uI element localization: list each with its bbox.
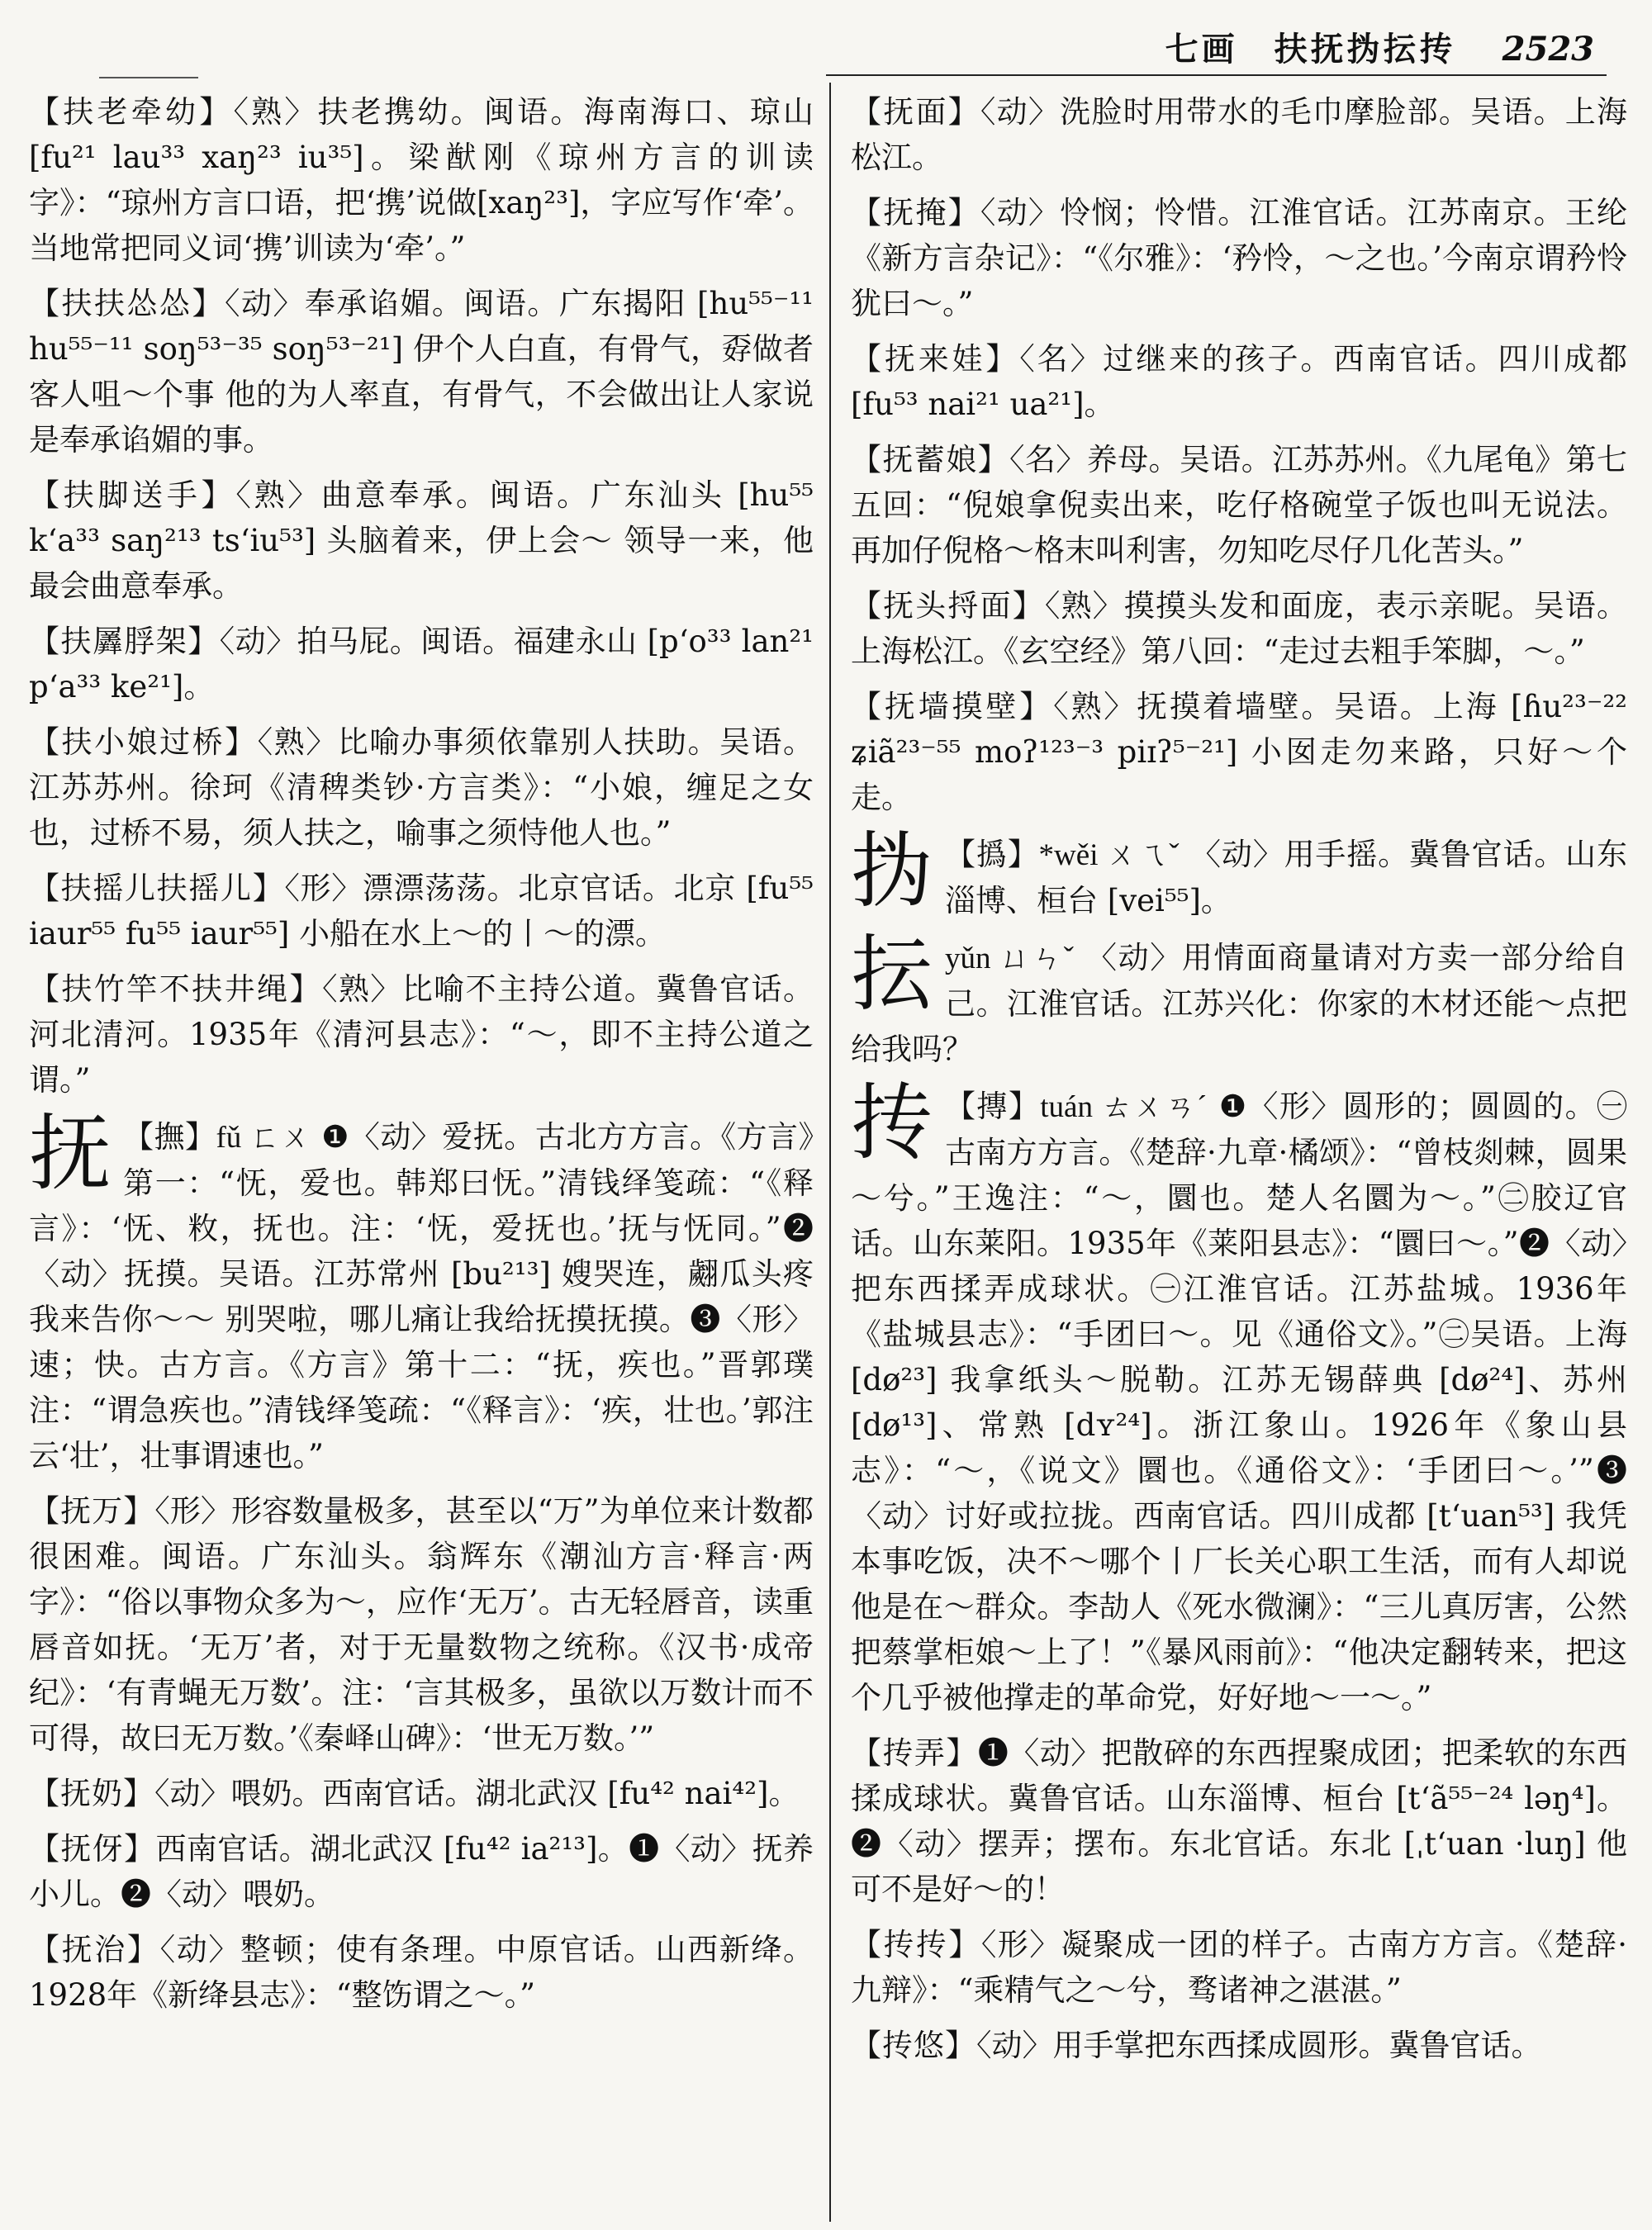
headword-character: 抎 [851,926,933,1022]
entry-definition: 〈名〉过继来的孩子。西南官话。四川成都 [fu⁵³ nai²¹ ua²¹]。 [851,341,1628,422]
entry-definition: 〈形〉形容数量极多，甚至以“万”为单位来计数都很困难。闽语。广东汕头。翁辉东《潮汕方言·释言·两字》：“俗以事物众多为～，应作‘无万’。古无轻唇音，读重唇音如抚。‘无万’者，对于无量数物之统称。《汉书·成帝纪》：‘有青蝇无万数’。注：‘言其极多，虽欲以万数计而不可得，故曰无万数。’《秦峄山碑》：‘世无万数。’” [29,1493,814,1756]
entry-definition: 〈动〉用手摇。冀鲁官话。山东淄博、桓台 [vei⁵⁵]。 [945,837,1628,918]
dictionary-entry [851,336,1627,427]
entry-definition: 西南官话。湖北武汉 [fu⁴² ia²¹³]。❶〈动〉抚养小儿。❷〈动〉喂奶。 [29,1831,814,1912]
entry-definition: 〈熟〉摸摸头发和面庞，表示亲昵。吴语。上海松江。《玄空经》第八回：“走过去粗手笨脚，～。” [851,588,1627,669]
entry-headword: 【扶羼脬架】 [29,624,220,659]
entry-definition: 〈动〉喂奶。西南官话。湖北武汉 [fu⁴² nai⁴²]。 [154,1776,800,1811]
dictionary-entry [29,281,814,463]
character-entry [29,1105,814,1478]
entry-headword: 【抟弄】 [851,1735,978,1771]
left-column [29,89,814,2028]
entry-headword: 【扶小娘过桥】 [29,724,258,760]
dictionary-entry [29,619,814,709]
dictionary-entry [851,190,1627,326]
pinyin-reading: yǔn ㄩㄣˇ [945,942,1075,975]
entry-headword: 【扶老牵幼】 [29,94,234,130]
entry-definition: 〈熟〉扶老携幼。闽语。海南海口、琼山 [fu²¹ lau³³ xaŋ²³ iu³⁵]。梁猷刚《琼州方言的训读字》：“琼州方言口语，把‘携’说做[xaŋ²³]，字应写作‘牵’。当地常把同义词‘携’训读为‘牵’。” [29,94,814,266]
entry-definition: 〈形〉漂漂荡荡。北京官话。北京 [fu⁵⁵ iaur⁵⁵ fu⁵⁵ iaur⁵⁵] 小船在水上～的丨～的漂。 [29,871,814,951]
entry-definition: 〈熟〉比喻办事须依靠别人扶助。吴语。江苏苏州。徐珂《清稗类钞·方言类》：“小娘，缠足之女也，过桥不易，须人扶之，喻事之须恃他人也。” [29,724,814,851]
entry-headword: 【抚奶】 [29,1776,154,1811]
dictionary-entry [851,89,1627,180]
header-characters: 七画 扶抚㧑抎抟 [1165,30,1456,69]
dictionary-entry [29,472,814,609]
entry-definition: 〈动〉怜悯；怜惜。江淮官话。江苏南京。王纶《新方言杂记》：“《尔雅》：‘矜怜，～之也。’今南京谓矜怜犹曰～。” [851,195,1628,321]
entry-definition: 〈动〉奉承谄媚。闽语。广东揭阳 [hu⁵⁵⁻¹¹ hu⁵⁵⁻¹¹ soŋ⁵³⁻³⁵ soŋ⁵³⁻²¹] 伊个人白直，有骨气，孬做者客人咀～个事 他的为人率直，有骨气，不会做出让人家说是奉承谄媚的事。 [29,286,814,458]
column-divider [829,83,831,2222]
dictionary-entry [851,1922,1627,2013]
traditional-form: 【撫】 [123,1119,216,1155]
entry-definition: 〈动〉拍马屁。闽语。福建永山 [p‘o³³ lan²¹ p‘a³³ ke²¹]。 [29,624,814,705]
entry-definition: 〈动〉用手掌把东西揉成圆形。冀鲁官话。 [976,2028,1542,2063]
entry-definition: ❶〈形〉圆形的；圆圆的。㊀古南方方言。《楚辞·九章·橘颂》：“曾枝剡棘，圆果～兮。”王逸注：“～，圜也。楚人名圜为～。”㊁胶辽官话。山东莱阳。1935年《莱阳县志》：“圜曰～。”❷〈动〉把东西揉弄成球状。㊀江淮官话。江苏盐城。1936年《盐城县志》：“手团曰～。见《通俗文》。”㊁吴语。上海 [dø²³] 我拿纸头～脱勒。江苏无锡薛典 [dø²⁴]、苏州 [dø¹³]、常熟 [dʏ²⁴]。浙江象山。1926年《象山县志》：“～，《说文》圜也。《通俗文》：‘手团曰～。’”❸〈动〉讨好或拉拢。西南官话。四川成都 [t‘uan⁵³] 我凭本事吃饭，决不～哪个丨厂长关心职工生活，而有人却说他是在～群众。李劼人《死水微澜》：“三儿真厉害，公然把蔡掌柜娘～上了！”《暴风雨前》：“他决定翻转来，把这个几乎被他撑走的革命党，好好地～一～。” [851,1089,1628,1715]
dictionary-entry [29,89,814,271]
running-header [1165,23,1594,70]
entry-headword: 【抚治】 [29,1932,160,1967]
entry-definition: 〈形〉凝聚成一团的样子。古南方方言。《楚辞·九辩》：“乘精气之～兮，骛诸神之湛湛。” [851,1927,1628,2008]
dictionary-entry [29,1826,814,1917]
entry-headword: 【抚头捋面】 [851,588,1045,624]
header-rule [826,74,1607,76]
entry-definition: 〈动〉用情面商量请对方卖一部分给自己。江淮官话。江苏兴化：你家的木材还能～点把给我吗？ [851,940,1627,1067]
traditional-form: 【撝】 [945,837,1039,872]
entry-headword: 【抚伢】 [29,1831,156,1867]
entry-definition: 〈熟〉曲意奉承。闽语。广东汕头 [hu⁵⁵ k‘a³³ saŋ²¹³ ts‘iu⁵³] 头脑着来，伊上会～ 领导一来，他最会曲意奉承。 [29,477,814,604]
entry-headword: 【扶竹竿不扶井绳】 [29,971,322,1007]
entry-definition: ❶〈动〉把散碎的东西捏聚成团；把柔软的东西揉成球状。冀鲁官话。山东淄博、桓台 [t‘ã⁵⁵⁻²⁴ ləŋ⁴]。❷〈动〉摆弄；摆布。东北官话。东北 [ˌt‘uan ·luŋ] 他可不是好～的！ [851,1735,1628,1907]
pinyin-reading: tuán ㄊㄨㄢˊ [1040,1090,1208,1124]
dictionary-entry [851,2023,1627,2068]
headword-character: 抟 [851,1075,933,1171]
entry-headword: 【抟悠】 [851,2028,976,2063]
dictionary-entry [29,1927,814,2018]
entry-headword: 【扶摇儿扶摇儿】 [29,871,285,906]
traditional-form: 【摶】 [945,1089,1041,1124]
entry-definition: 〈名〉养母。吴语。江苏苏州。《九尾龟》第七五回：“倪娘拿倪卖出来，吃仔格碗堂子饭也叫无说法。再加仔倪格～格末叫利害，勿知吃尽仔几化苦头。” [851,442,1627,568]
header-rule-left [99,77,198,78]
entry-headword: 【扶扶怂怂】 [29,286,225,321]
entry-headword: 【扶脚送手】 [29,477,236,513]
entry-definition: 〈熟〉比喻不主持公道。冀鲁官话。河北清河。1935年《清河县志》：“～，即不主持公道之谓。” [29,971,814,1098]
dictionary-entry [29,1488,814,1761]
entry-headword: 【抚蓄娘】 [851,442,1009,477]
pinyin-reading: fǔ ㄈㄨ [216,1121,311,1155]
page-number: 2523 [1502,30,1594,69]
entry-headword: 【抚墙摸壁】 [851,689,1054,724]
entry-definition: 〈动〉洗脸时用带水的毛巾摩脸部。吴语。上海松江。 [851,94,1628,175]
dictionary-entry [29,719,814,856]
dictionary-entry [29,966,814,1103]
dictionary-entry [851,1730,1627,1912]
entry-headword: 【抚掩】 [851,195,980,230]
headword-character: 㧑 [851,823,933,919]
dictionary-entry [851,684,1627,820]
entry-definition: 〈熟〉抚摸着墙壁。吴语。上海 [ɦu²³⁻²² ʑiã²³⁻⁵⁵ moʔ¹²³⁻³ piɪʔ⁵⁻²¹] 小囡走勿来路，只好～个走。 [851,689,1628,815]
dictionary-entry [29,1771,814,1816]
dictionary-entry [851,583,1627,674]
entry-headword: 【抚面】 [851,94,980,130]
character-entry [851,1075,1628,1720]
right-column [851,89,1627,2078]
dictionary-entry [851,437,1627,573]
entry-definition: 〈动〉整顿；使有条理。中原官话。山西新绛。1928年《新绛县志》：“整饬谓之～。” [29,1932,814,2013]
entry-definition: ❶〈动〉爱抚。古北方方言。《方言》第一：“怃，爱也。韩郑曰怃。”清钱绎笺疏：“《释言》：‘怃、敉，抚也。注：‘怃，爱抚也。’抚与怃同。”❷〈动〉抚摸。吴语。江苏常州 [bu²¹³] 嫂哭连，翽瓜头疼我来告你～～ 别哭啦，哪儿痛让我给抚摸抚摸。❸〈形〉速；快。古方言。《方言》第十二：“抚，疾也。”晋郭璞注：“谓急疾也。”清钱绎笺疏：“《释言》：‘疾，壮也。’郭注云‘壮’，壮事谓速也。” [29,1119,814,1473]
pinyin-reading: *wěi ㄨㄟˇ [1038,838,1180,872]
dictionary-entry [29,866,814,956]
character-entry [851,823,1628,923]
entry-headword: 【抚来娃】 [851,341,1020,377]
headword-character: 抚 [29,1105,112,1202]
character-entry [851,926,1627,1072]
entry-headword: 【抚万】 [29,1493,155,1529]
entry-headword: 【抟抟】 [851,1927,981,1962]
